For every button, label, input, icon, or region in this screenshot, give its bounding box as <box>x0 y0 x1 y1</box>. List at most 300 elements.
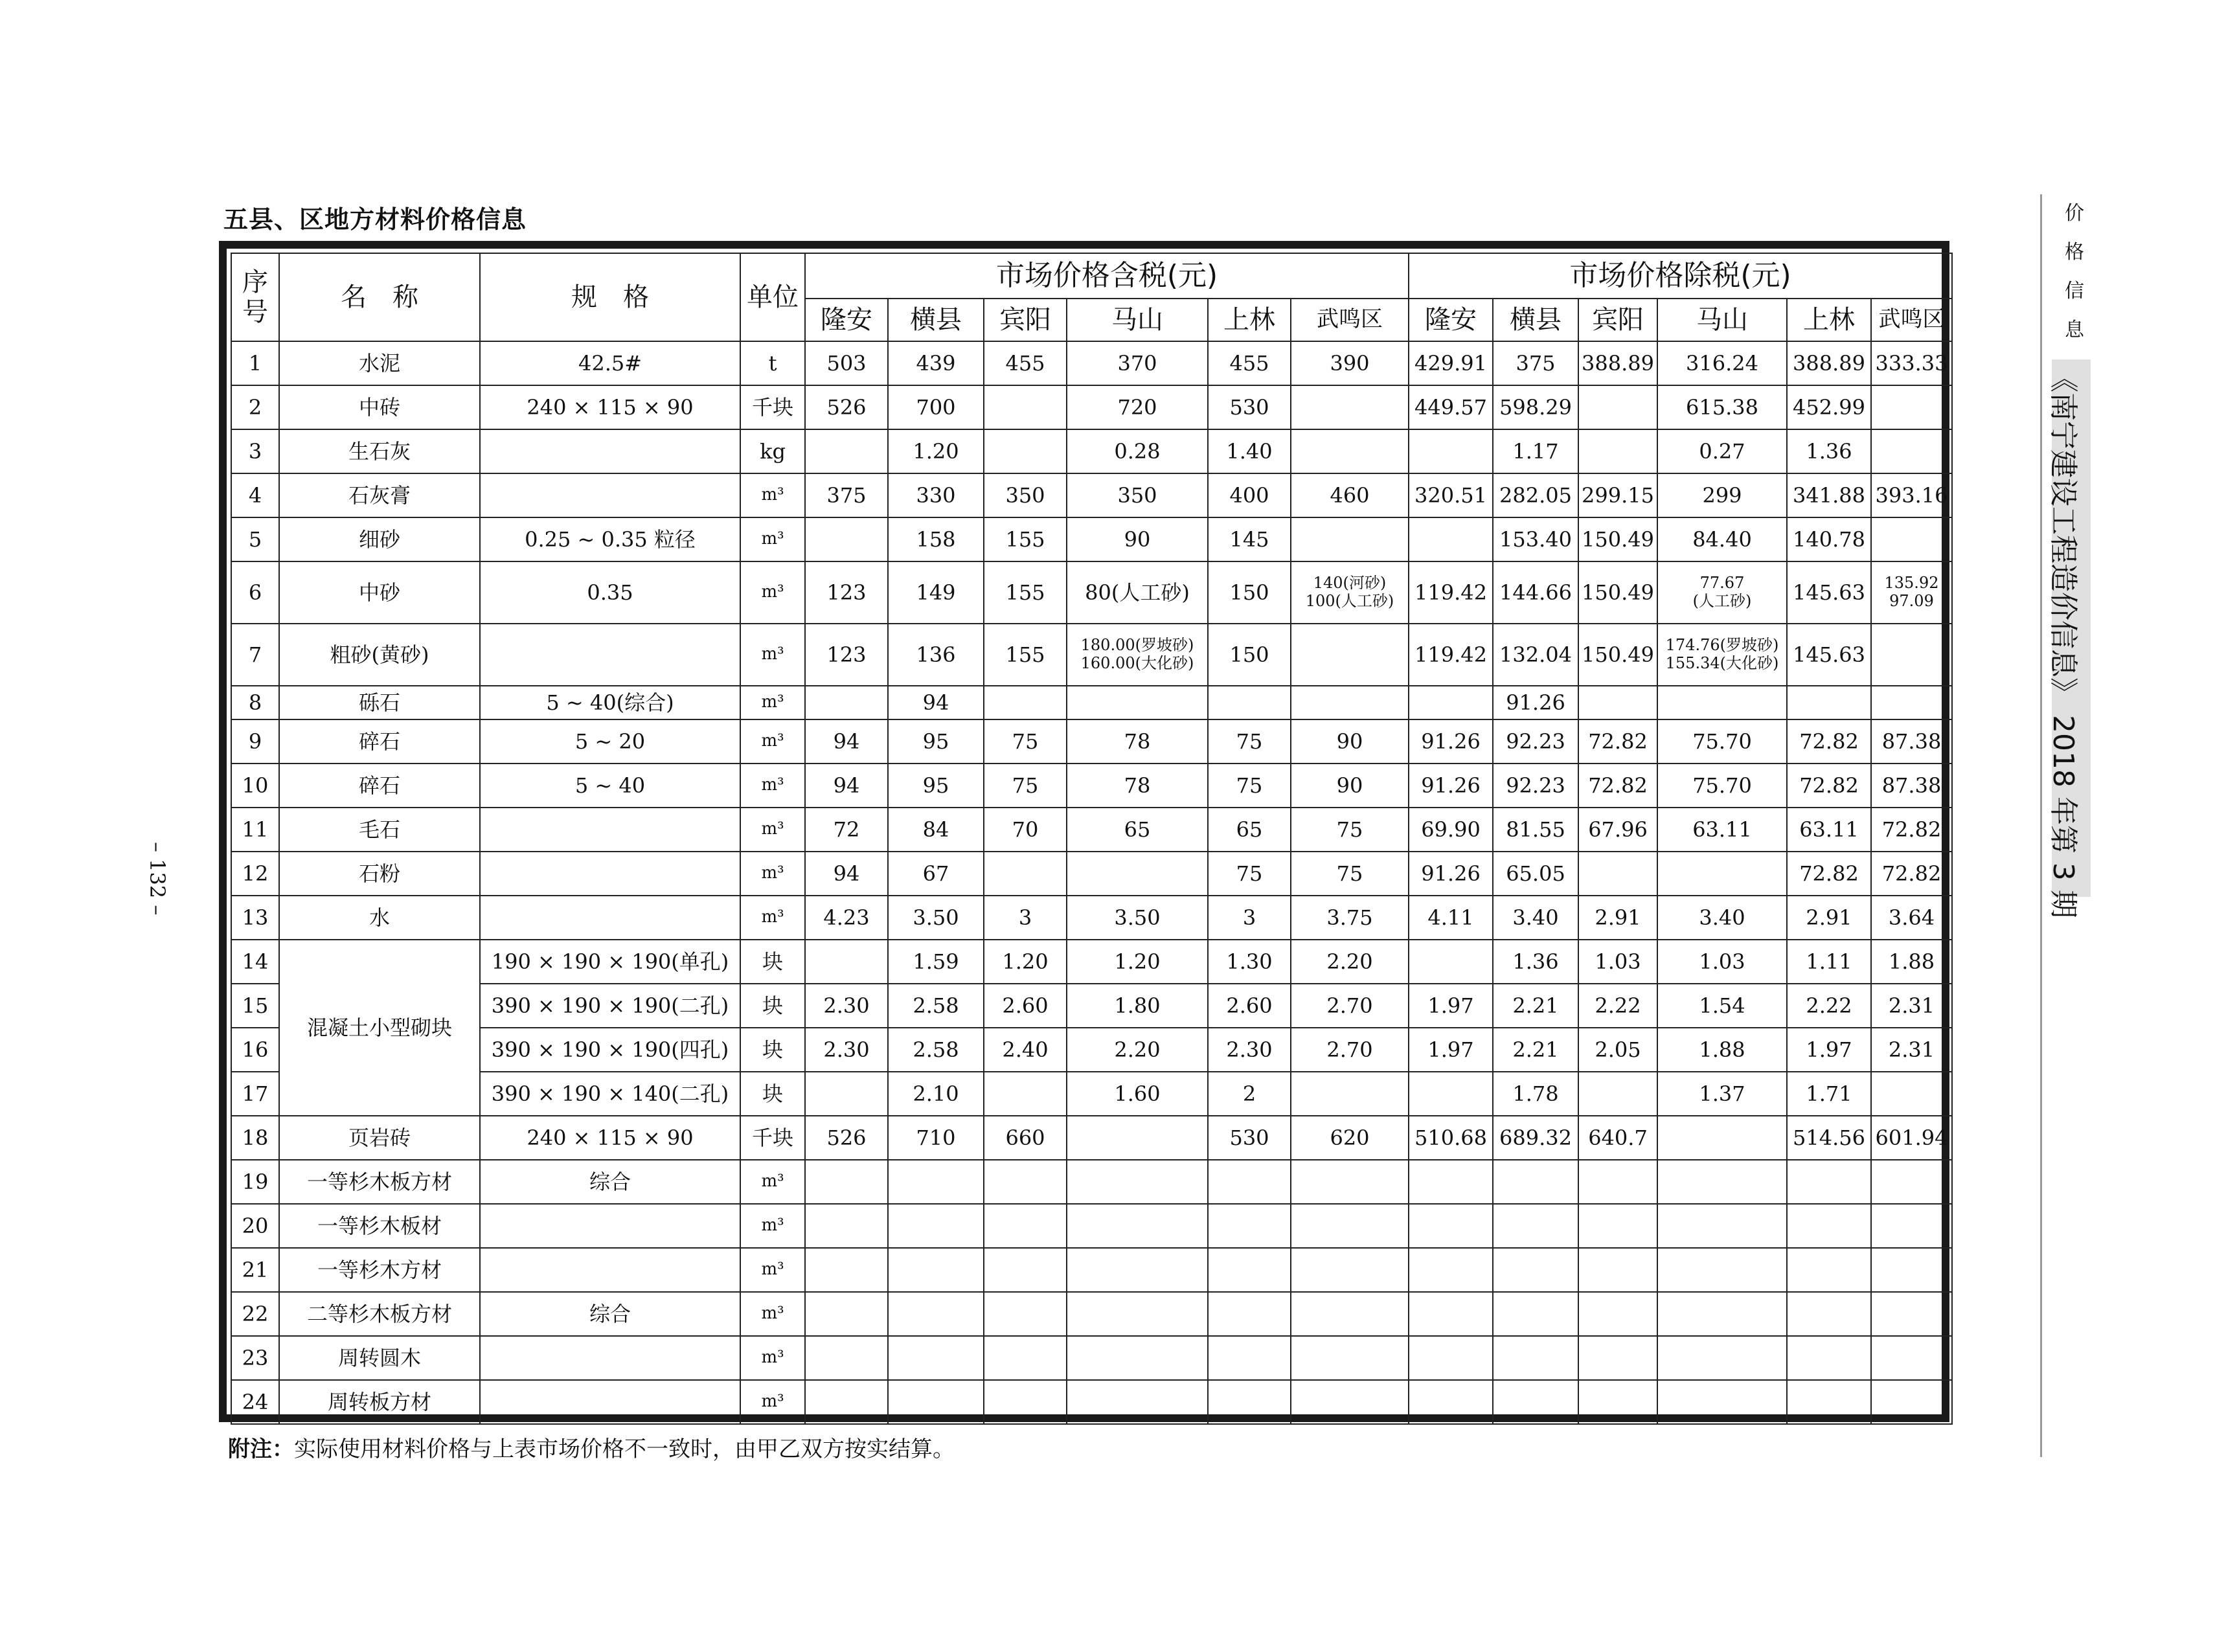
row-name: 石灰膏 <box>279 473 480 517</box>
price-cell-notax <box>1657 1248 1787 1292</box>
header-region-notax: 横县 <box>1493 299 1578 341</box>
row-unit: m³ <box>740 852 805 896</box>
price-cell-notax: 65.05 <box>1493 852 1578 896</box>
price-cell-notax: 145.63 <box>1787 561 1871 624</box>
price-cell-notax: 150.49 <box>1578 561 1657 624</box>
price-cell-tax <box>805 429 888 473</box>
price-cell-notax <box>1578 1336 1657 1380</box>
table-row <box>231 517 1952 561</box>
price-cell-notax <box>1657 852 1787 896</box>
price-cell-tax <box>888 1380 984 1424</box>
price-cell-tax <box>805 1336 888 1380</box>
price-cell-tax: 90 <box>1067 517 1208 561</box>
price-cell-tax: 95 <box>888 764 984 808</box>
row-spec: 390 × 190 × 140(二孔) <box>480 1072 740 1116</box>
price-cell-tax: 123 <box>805 561 888 624</box>
price-cell-notax <box>1787 1292 1871 1336</box>
price-cell-notax: 299.15 <box>1578 473 1657 517</box>
price-cell-notax: 132.04 <box>1493 624 1578 686</box>
header-name: 名 称 <box>279 253 480 341</box>
price-cell-notax <box>1493 1336 1578 1380</box>
price-cell-tax <box>888 1336 984 1380</box>
price-cell-notax: 514.56 <box>1787 1116 1871 1160</box>
price-cell-notax: 2.22 <box>1787 984 1871 1028</box>
row-spec <box>480 896 740 940</box>
price-cell-tax: 455 <box>1208 341 1291 385</box>
price-cell-tax <box>1291 429 1409 473</box>
price-cell-notax <box>1787 686 1871 719</box>
row-spec <box>480 624 740 686</box>
price-cell-tax: 1.20 <box>1067 940 1208 984</box>
row-unit: m³ <box>740 764 805 808</box>
price-cell-notax: 388.89 <box>1787 341 1871 385</box>
price-cell-tax: 149 <box>888 561 984 624</box>
price-cell-tax: 94 <box>805 764 888 808</box>
sidebar-divider <box>2040 194 2042 1457</box>
price-cell-tax: 75 <box>1291 808 1409 852</box>
price-cell-tax: 390 <box>1291 341 1409 385</box>
row-unit: m³ <box>740 808 805 852</box>
price-cell-notax: 87.38 <box>1871 764 1952 808</box>
row-name: 周转板方材 <box>279 1380 480 1424</box>
price-cell-notax <box>1578 1160 1657 1204</box>
header-region-tax: 横县 <box>888 299 984 341</box>
row-seq: 1 <box>231 341 279 385</box>
price-cell-tax <box>984 1160 1067 1204</box>
price-cell-tax: 65 <box>1067 808 1208 852</box>
price-cell-notax: 150.49 <box>1578 624 1657 686</box>
row-name: 中砂 <box>279 561 480 624</box>
row-unit: m³ <box>740 517 805 561</box>
price-cell-tax <box>888 1248 984 1292</box>
price-cell-notax: 2.21 <box>1493 984 1578 1028</box>
price-cell-notax: 72.82 <box>1787 852 1871 896</box>
price-cell-tax <box>1208 1160 1291 1204</box>
price-cell-notax: 1.54 <box>1657 984 1787 1028</box>
price-cell-notax <box>1871 1336 1952 1380</box>
row-name: 页岩砖 <box>279 1116 480 1160</box>
table-row <box>231 1072 1952 1116</box>
price-cell-tax: 2.58 <box>888 1028 984 1072</box>
price-cell-tax: 90 <box>1291 719 1409 764</box>
header-group-tax: 市场价格含税(元) <box>805 253 1409 299</box>
price-cell-notax: 1.37 <box>1657 1072 1787 1116</box>
row-spec: 390 × 190 × 190(四孔) <box>480 1028 740 1072</box>
row-seq: 18 <box>231 1116 279 1160</box>
price-cell-tax <box>984 1336 1067 1380</box>
price-cell-tax: 2.20 <box>1067 1028 1208 1072</box>
price-cell-notax: 1.03 <box>1578 940 1657 984</box>
price-cell-tax <box>984 1248 1067 1292</box>
price-cell-tax <box>1291 517 1409 561</box>
price-cell-notax <box>1409 517 1493 561</box>
row-seq: 24 <box>231 1380 279 1424</box>
row-spec <box>480 808 740 852</box>
price-cell-notax: 135.92 97.09 <box>1871 561 1952 624</box>
price-cell-notax: 72.82 <box>1871 808 1952 852</box>
price-cell-notax: 2.31 <box>1871 1028 1952 1072</box>
row-spec <box>480 1336 740 1380</box>
price-cell-tax: 84 <box>888 808 984 852</box>
price-cell-notax: 640.7 <box>1578 1116 1657 1160</box>
price-cell-notax <box>1871 1248 1952 1292</box>
table-row <box>231 1116 1952 1160</box>
price-cell-notax <box>1493 1204 1578 1248</box>
price-cell-notax <box>1657 1292 1787 1336</box>
price-cell-notax <box>1871 686 1952 719</box>
header-region-tax: 上林 <box>1208 299 1291 341</box>
price-cell-tax: 330 <box>888 473 984 517</box>
price-cell-tax <box>805 1248 888 1292</box>
price-cell-notax <box>1409 1160 1493 1204</box>
price-cell-tax: 455 <box>984 341 1067 385</box>
row-seq: 16 <box>231 1028 279 1072</box>
table-row <box>231 341 1952 385</box>
row-unit: m³ <box>740 1248 805 1292</box>
price-cell-tax <box>1067 1380 1208 1424</box>
row-unit: 块 <box>740 1028 805 1072</box>
price-cell-notax <box>1871 624 1952 686</box>
price-cell-tax: 370 <box>1067 341 1208 385</box>
price-cell-notax: 3.40 <box>1493 896 1578 940</box>
header-spec: 规 格 <box>480 253 740 341</box>
price-cell-tax <box>888 1292 984 1336</box>
price-cell-notax: 689.32 <box>1493 1116 1578 1160</box>
table-row <box>231 1336 1952 1380</box>
price-cell-notax <box>1493 1292 1578 1336</box>
row-seq: 17 <box>231 1072 279 1116</box>
row-unit: 块 <box>740 940 805 984</box>
price-cell-tax: 530 <box>1208 385 1291 429</box>
header-region-tax: 隆安 <box>805 299 888 341</box>
price-cell-tax: 158 <box>888 517 984 561</box>
price-cell-tax: 94 <box>888 686 984 719</box>
price-cell-tax <box>1208 1292 1291 1336</box>
price-cell-notax: 92.23 <box>1493 764 1578 808</box>
price-cell-notax: 69.90 <box>1409 808 1493 852</box>
row-spec <box>480 1380 740 1424</box>
price-cell-notax: 63.11 <box>1657 808 1787 852</box>
row-spec: 190 × 190 × 190(单孔) <box>480 940 740 984</box>
row-name: 碎石 <box>279 719 480 764</box>
sidebar-section-label <box>2058 194 2091 350</box>
price-cell-tax: 2.40 <box>984 1028 1067 1072</box>
row-unit: 千块 <box>740 1116 805 1160</box>
row-seq: 3 <box>231 429 279 473</box>
price-cell-tax: 2.70 <box>1291 1028 1409 1072</box>
table-row <box>231 940 1952 984</box>
price-cell-tax: 700 <box>888 385 984 429</box>
price-cell-notax: 1.97 <box>1409 1028 1493 1072</box>
price-cell-tax: 80(人工砂) <box>1067 561 1208 624</box>
price-cell-notax: 87.38 <box>1871 719 1952 764</box>
price-cell-tax: 3 <box>1208 896 1291 940</box>
price-cell-notax <box>1657 1204 1787 1248</box>
sidebar-section-char: 息 <box>2065 319 2084 341</box>
price-cell-notax: 1.97 <box>1409 984 1493 1028</box>
price-cell-notax <box>1871 1380 1952 1424</box>
table-row <box>231 385 1952 429</box>
price-cell-tax <box>1067 1204 1208 1248</box>
price-cell-notax: 2.91 <box>1578 896 1657 940</box>
price-cell-notax: 452.99 <box>1787 385 1871 429</box>
price-cell-notax: 1.17 <box>1493 429 1578 473</box>
footnote-text: 实际使用材料价格与上表市场价格不一致时，由甲乙双方按实结算。 <box>294 1436 955 1462</box>
price-cell-notax: 72.82 <box>1787 719 1871 764</box>
price-cell-notax: 72.82 <box>1578 764 1657 808</box>
price-cell-notax: 144.66 <box>1493 561 1578 624</box>
table-row <box>231 1248 1952 1292</box>
table-row <box>231 429 1952 473</box>
header-region-tax: 马山 <box>1067 299 1208 341</box>
row-spec: 5 ~ 40 <box>480 764 740 808</box>
sidebar-section-char: 格 <box>2065 241 2084 264</box>
header-region-tax: 宾阳 <box>984 299 1067 341</box>
price-cell-tax: 350 <box>1067 473 1208 517</box>
price-cell-tax <box>1067 1160 1208 1204</box>
price-cell-tax: 136 <box>888 624 984 686</box>
price-cell-tax <box>984 429 1067 473</box>
price-table-frame <box>219 241 1949 1422</box>
row-name: 周转圆木 <box>279 1336 480 1380</box>
price-cell-notax <box>1409 686 1493 719</box>
price-cell-notax <box>1578 429 1657 473</box>
page-title: 五县、区地方材料价格信息 <box>223 205 527 234</box>
price-cell-tax: 1.59 <box>888 940 984 984</box>
row-name: 石粉 <box>279 852 480 896</box>
price-cell-notax: 1.97 <box>1787 1028 1871 1072</box>
price-cell-tax: 150 <box>1208 624 1291 686</box>
row-unit: m³ <box>740 1204 805 1248</box>
price-cell-notax <box>1578 1072 1657 1116</box>
price-cell-tax: 526 <box>805 1116 888 1160</box>
price-cell-tax: 1.20 <box>984 940 1067 984</box>
table-row <box>231 1380 1952 1424</box>
row-spec: 综合 <box>480 1292 740 1336</box>
price-cell-notax <box>1493 1248 1578 1292</box>
price-cell-notax: 2.91 <box>1787 896 1871 940</box>
row-unit: m³ <box>740 1292 805 1336</box>
price-cell-notax: 449.57 <box>1409 385 1493 429</box>
header-region-tax: 武鸣区 <box>1291 299 1409 341</box>
price-cell-notax: 1.88 <box>1657 1028 1787 1072</box>
row-seq: 2 <box>231 385 279 429</box>
price-cell-tax <box>1291 1204 1409 1248</box>
price-cell-notax: 299 <box>1657 473 1787 517</box>
price-cell-tax <box>1067 1116 1208 1160</box>
price-cell-tax: 75 <box>1208 719 1291 764</box>
price-cell-notax: 333.33 <box>1871 341 1952 385</box>
price-cell-tax: 2.10 <box>888 1072 984 1116</box>
row-spec: 0.25 ~ 0.35 粒径 <box>480 517 740 561</box>
row-unit: t <box>740 341 805 385</box>
row-spec <box>480 1248 740 1292</box>
price-cell-tax <box>984 1380 1067 1424</box>
row-spec <box>480 429 740 473</box>
price-cell-notax: 1.11 <box>1787 940 1871 984</box>
price-cell-tax: 94 <box>805 852 888 896</box>
price-cell-notax: 63.11 <box>1787 808 1871 852</box>
price-cell-tax: 3.75 <box>1291 896 1409 940</box>
row-seq: 4 <box>231 473 279 517</box>
price-cell-notax: 320.51 <box>1409 473 1493 517</box>
price-cell-notax <box>1578 852 1657 896</box>
row-name: 毛石 <box>279 808 480 852</box>
row-seq: 22 <box>231 1292 279 1336</box>
price-cell-notax: 81.55 <box>1493 808 1578 852</box>
row-unit: m³ <box>740 1336 805 1380</box>
table-row <box>231 686 1952 719</box>
price-cell-tax: 2.60 <box>1208 984 1291 1028</box>
table-row <box>231 852 1952 896</box>
price-cell-notax <box>1657 1116 1787 1160</box>
price-cell-notax: 119.42 <box>1409 561 1493 624</box>
price-cell-tax <box>1067 1248 1208 1292</box>
price-cell-notax <box>1871 1204 1952 1248</box>
price-cell-notax <box>1657 1380 1787 1424</box>
row-name: 水泥 <box>279 341 480 385</box>
row-spec: 240 × 115 × 90 <box>480 1116 740 1160</box>
price-cell-notax: 174.76(罗坡砂) 155.34(大化砂) <box>1657 624 1787 686</box>
page-number: – 132 – <box>145 842 170 916</box>
price-cell-tax: 155 <box>984 561 1067 624</box>
price-cell-tax: 1.30 <box>1208 940 1291 984</box>
price-cell-tax <box>984 686 1067 719</box>
price-cell-tax: 90 <box>1291 764 1409 808</box>
row-seq: 7 <box>231 624 279 686</box>
row-unit: m³ <box>740 896 805 940</box>
price-cell-tax <box>1291 624 1409 686</box>
price-cell-tax: 95 <box>888 719 984 764</box>
price-cell-notax <box>1409 940 1493 984</box>
price-cell-notax: 1.88 <box>1871 940 1952 984</box>
price-cell-tax: 460 <box>1291 473 1409 517</box>
table-row <box>231 1204 1952 1248</box>
row-name: 一等杉木方材 <box>279 1248 480 1292</box>
price-cell-tax: 75 <box>1208 852 1291 896</box>
price-cell-notax: 75.70 <box>1657 764 1787 808</box>
price-cell-tax: 3 <box>984 896 1067 940</box>
price-cell-tax <box>984 1292 1067 1336</box>
price-cell-notax: 3.40 <box>1657 896 1787 940</box>
table-row <box>231 984 1952 1028</box>
price-cell-notax: 119.42 <box>1409 624 1493 686</box>
row-seq: 20 <box>231 1204 279 1248</box>
price-cell-tax: 155 <box>984 517 1067 561</box>
price-cell-tax <box>1208 686 1291 719</box>
price-cell-tax <box>1067 1336 1208 1380</box>
price-cell-notax: 67.96 <box>1578 808 1657 852</box>
price-cell-notax <box>1871 1292 1952 1336</box>
price-cell-tax: 660 <box>984 1116 1067 1160</box>
table-row <box>231 473 1952 517</box>
price-cell-tax <box>1291 1292 1409 1336</box>
price-cell-tax: 78 <box>1067 764 1208 808</box>
price-cell-tax: 2.58 <box>888 984 984 1028</box>
price-cell-notax: 1.03 <box>1657 940 1787 984</box>
price-cell-tax <box>888 1204 984 1248</box>
price-cell-tax <box>984 1072 1067 1116</box>
price-cell-tax: 145 <box>1208 517 1291 561</box>
row-unit: m³ <box>740 473 805 517</box>
row-unit: m³ <box>740 1160 805 1204</box>
row-spec <box>480 852 740 896</box>
row-spec: 综合 <box>480 1160 740 1204</box>
price-cell-notax <box>1578 686 1657 719</box>
price-cell-tax <box>1067 1292 1208 1336</box>
row-name: 混凝土小型砌块 <box>279 940 480 1116</box>
table-row <box>231 808 1952 852</box>
price-cell-notax: 393.16 <box>1871 473 1952 517</box>
table-row <box>231 764 1952 808</box>
price-cell-tax <box>1291 1248 1409 1292</box>
header-region-notax: 上林 <box>1787 299 1871 341</box>
price-cell-tax: 1.20 <box>888 429 984 473</box>
row-spec: 240 × 115 × 90 <box>480 385 740 429</box>
price-cell-tax: 400 <box>1208 473 1291 517</box>
price-cell-tax: 503 <box>805 341 888 385</box>
sidebar-publication-title: 《南宁建设工程造价信息》 2018 年第 3 期 <box>2047 364 2080 918</box>
price-cell-tax: 150 <box>1208 561 1291 624</box>
price-cell-notax <box>1871 385 1952 429</box>
row-name: 粗砂(黄砂) <box>279 624 480 686</box>
price-cell-notax <box>1787 1204 1871 1248</box>
row-seq: 9 <box>231 719 279 764</box>
price-cell-notax <box>1657 1160 1787 1204</box>
price-cell-notax: 2.31 <box>1871 984 1952 1028</box>
row-name: 碎石 <box>279 764 480 808</box>
price-cell-notax: 72.82 <box>1787 764 1871 808</box>
price-cell-notax: 601.94 <box>1871 1116 1952 1160</box>
price-cell-tax: 65 <box>1208 808 1291 852</box>
row-seq: 5 <box>231 517 279 561</box>
price-cell-notax: 615.38 <box>1657 385 1787 429</box>
price-cell-tax: 720 <box>1067 385 1208 429</box>
price-cell-tax: 75 <box>1291 852 1409 896</box>
table-row <box>231 561 1952 624</box>
table-row <box>231 719 1952 764</box>
price-cell-tax: 123 <box>805 624 888 686</box>
price-cell-notax <box>1657 686 1787 719</box>
row-spec <box>480 1204 740 1248</box>
row-unit: m³ <box>740 624 805 686</box>
row-spec: 5 ~ 20 <box>480 719 740 764</box>
table-row <box>231 1292 1952 1336</box>
header-region-notax: 宾阳 <box>1578 299 1657 341</box>
price-cell-tax <box>805 940 888 984</box>
price-cell-notax: 316.24 <box>1657 341 1787 385</box>
row-name: 砾石 <box>279 686 480 719</box>
price-cell-tax: 75 <box>984 764 1067 808</box>
header-region-notax: 马山 <box>1657 299 1787 341</box>
price-cell-notax: 92.23 <box>1493 719 1578 764</box>
row-unit: m³ <box>740 686 805 719</box>
price-cell-tax <box>984 852 1067 896</box>
header-seq: 序号 <box>231 253 279 341</box>
price-cell-notax: 341.88 <box>1787 473 1871 517</box>
price-cell-tax <box>1291 1336 1409 1380</box>
price-cell-tax: 75 <box>1208 764 1291 808</box>
row-unit: m³ <box>740 1380 805 1424</box>
row-seq: 21 <box>231 1248 279 1292</box>
price-cell-tax: 350 <box>984 473 1067 517</box>
row-seq: 6 <box>231 561 279 624</box>
price-cell-notax <box>1578 1204 1657 1248</box>
price-cell-tax <box>805 517 888 561</box>
table-row <box>231 896 1952 940</box>
price-cell-notax: 153.40 <box>1493 517 1578 561</box>
row-spec <box>480 473 740 517</box>
